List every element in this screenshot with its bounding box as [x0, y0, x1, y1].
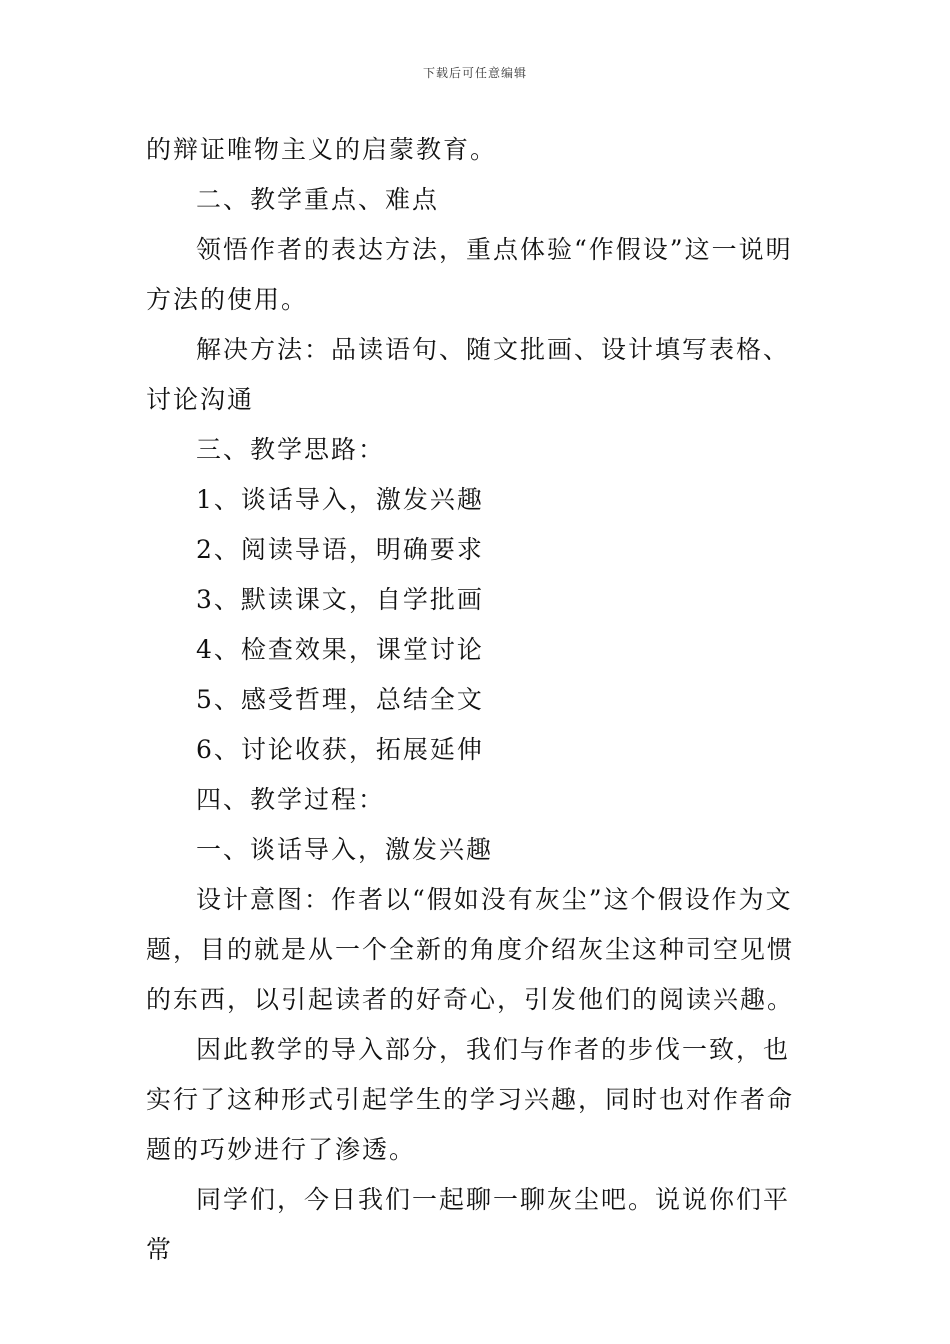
section-heading: 三、教学思路： [196, 435, 386, 464]
list-item: 4、检查效果，课堂讨论 [196, 635, 484, 664]
paragraph: 设计意图：作者以“假如没有灰尘”这个假设作为文题，目的就是从一个全新的角度介绍灰尘这种司空见惯的东西，以引起读者的好奇心，引发他们的阅读兴趣。 [146, 885, 795, 1014]
list-item: 2、阅读导语，明确要求 [196, 535, 484, 564]
page-header-note: 下载后可任意编辑 [422, 66, 527, 80]
section-heading: 一、谈话导入，激发兴趣 [196, 835, 494, 864]
section-heading: 二、教学重点、难点 [196, 185, 440, 214]
document-body [146, 125, 806, 1275]
paragraph: 因此教学的导入部分，我们与作者的步伐一致，也实行了这种形式引起学生的学习兴趣，同时也对作者命题的巧妙进行了渗透。 [146, 1035, 795, 1164]
list-item: 6、讨论收获，拓展延伸 [196, 735, 484, 764]
list-item: 3、默读课文，自学批画 [196, 585, 484, 614]
list-item: 1、谈话导入，激发兴趣 [196, 485, 484, 514]
paragraph: 的辩证唯物主义的启蒙教育。 [146, 135, 498, 164]
paragraph: 解决方法：品读语句、随文批画、设计填写表格、讨论沟通 [146, 335, 791, 414]
paragraph: 同学们，今日我们一起聊一聊灰尘吧。说说你们平常 [146, 1185, 791, 1264]
section-heading: 四、教学过程： [196, 785, 386, 814]
list-item: 5、感受哲理，总结全文 [196, 685, 484, 714]
paragraph: 领悟作者的表达方法，重点体验“作假设”这一说明方法的使用。 [146, 235, 793, 314]
